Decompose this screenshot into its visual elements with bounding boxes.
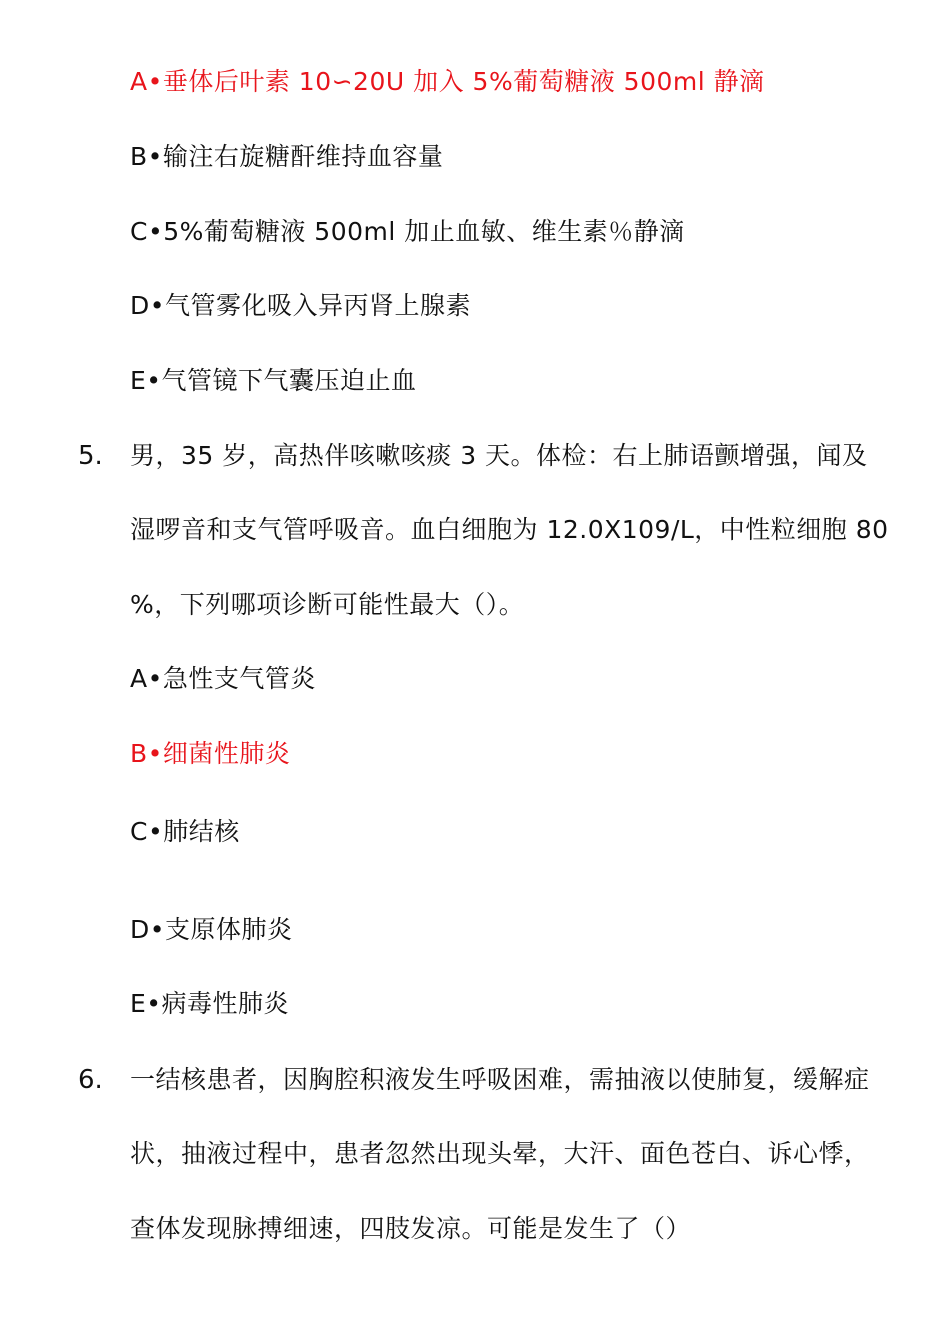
q6-stem-line-3: 查体发现脉搏细速，四肢发凉。可能是发生了（）: [130, 1214, 692, 1243]
q6-number: 6.: [78, 1065, 103, 1095]
q5-option-c: C•肺结核: [130, 817, 240, 846]
q5-stem-line-3: %，下列哪项诊断可能性最大（）。: [130, 590, 525, 619]
q5-option-e: E•病毒性肺炎: [130, 989, 290, 1018]
q5-option-a: A•急性支气管炎: [130, 664, 316, 693]
q5-number: 5.: [78, 441, 103, 471]
q4-option-e: E•气管镜下气囊压迫止血: [130, 366, 417, 395]
q5-stem-line-2: 湿啰音和支气管呼吸音。血白细胞为 12.0X109/L，中性粒细胞 80: [130, 515, 889, 544]
q6-stem-line-2: 状，抽液过程中，患者忽然出现头晕，大汗、面色苍白、诉心悸，: [130, 1139, 870, 1168]
q6-stem-line-1: 一结核患者，因胸腔积液发生呼吸困难，需抽液以使肺复，缓解症: [130, 1065, 870, 1094]
q4-option-c: C•5%葡萄糖液 500ml 加止血敏、维生素％静滴: [130, 217, 685, 246]
q5-option-d: D•支原体肺炎: [130, 915, 293, 944]
q5-option-b-correct: B•细菌性肺炎: [130, 739, 291, 768]
q4-option-b: B•输注右旋糖酐维持血容量: [130, 142, 444, 171]
q5-stem-line-1: 男，35 岁，高热伴咳嗽咳痰 3 天。体检：右上肺语颤增强，闻及: [130, 441, 868, 470]
q4-option-d: D•气管雾化吸入异丙肾上腺素: [130, 291, 471, 320]
q4-option-a-correct: A•垂体后叶素 10∽20U 加入 5%葡萄糖液 500ml 静滴: [130, 67, 765, 96]
